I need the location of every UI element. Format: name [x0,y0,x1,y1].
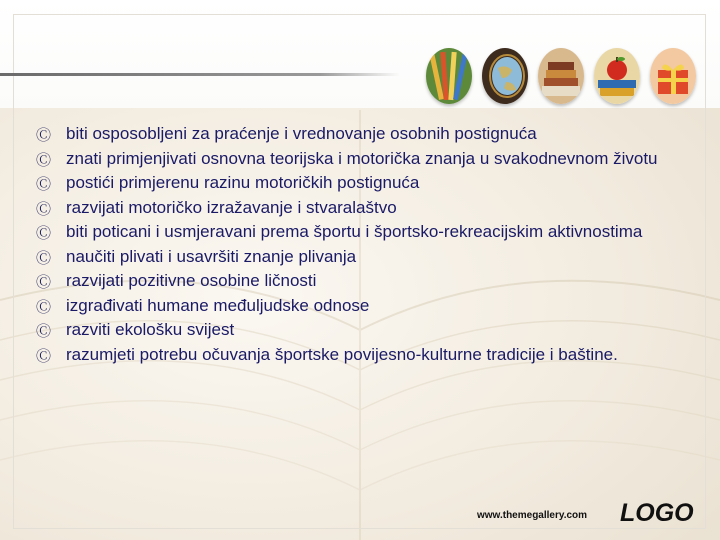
list-item [36,271,676,291]
list-item-text: biti osposobljeni za praćenje i vrednovanje osobnih postignuća [66,124,537,143]
bullet-icon: Ⓒ [36,150,52,169]
pencils-icon [426,48,472,104]
list-item-text: razvijati pozitivne osobine ličnosti [66,271,317,290]
footer-url[interactable]: www.themegallery.com [477,510,588,521]
list-item-text: biti poticani i usmjeravani prema športu i športsko-rekreacijskim aktivnostima [66,222,643,241]
list-item [36,124,676,144]
list-item-text: razvijati motoričko izražavanje i stvaralaštvo [66,197,397,217]
bullet-icon: Ⓒ [36,273,52,291]
list-item [36,345,676,365]
header-rule [0,73,400,76]
globe-icon [482,48,528,104]
bullet-list [36,124,676,369]
bullet-icon: Ⓒ [36,297,52,316]
list-item [36,222,676,242]
header-icon-strip [426,48,696,104]
bullet-icon: Ⓒ [36,346,52,365]
list-item-text: razviti ekološku svijest [66,320,235,339]
books-icon [538,48,584,104]
list-item [36,198,676,218]
bullet-icon: Ⓒ [36,175,52,193]
list-item-text: razumjeti potrebu očuvanja športske povijesno-kulturne tradicije i baštine. [66,344,618,364]
list-item-text: znati primjenjivati osnovna teorijska i motorička znanja u svakodnevnom životu [66,148,658,168]
apple-on-books-icon [594,48,640,104]
bullet-icon: Ⓒ [36,224,52,242]
list-item-text: postići primjerenu razinu motoričkih postignuća [66,173,420,192]
list-item-text: naučiti plivati i usavršiti znanje plivanja [66,246,357,266]
list-item [36,296,676,316]
gift-icon [650,48,696,104]
bullet-icon: Ⓒ [36,322,52,340]
footer-logo: LOGO [620,499,694,527]
list-item [36,149,676,169]
bullet-icon: Ⓒ [36,248,52,267]
list-item [36,320,676,340]
bullet-icon: Ⓒ [36,199,52,218]
list-item-text: izgrađivati humane međuljudske odnose [66,295,370,315]
list-item [36,173,676,193]
bullet-icon: Ⓒ [36,126,52,144]
list-item [36,247,676,267]
